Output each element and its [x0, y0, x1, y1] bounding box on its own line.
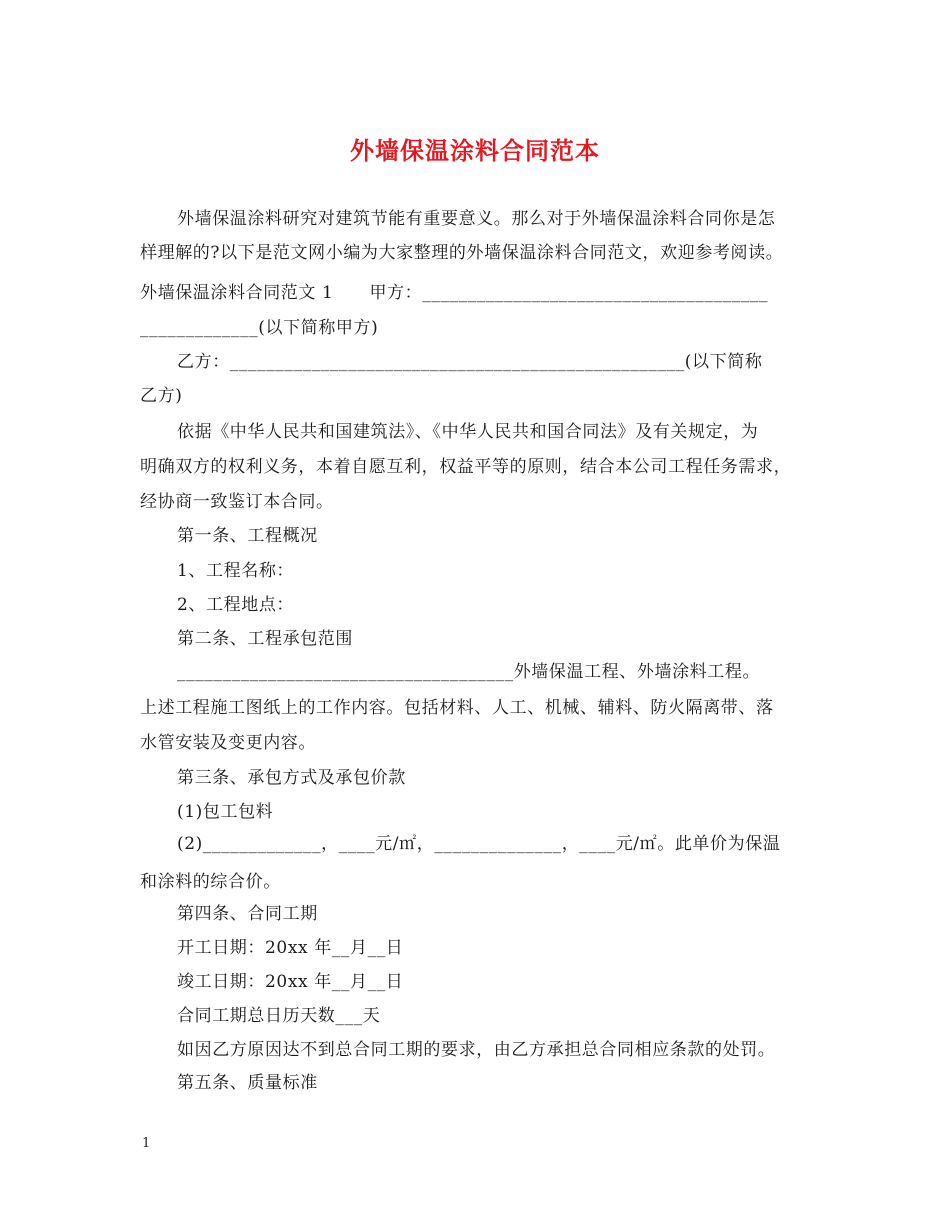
paragraph-line: 经协商一致鉴订本合同。 [140, 492, 334, 512]
paragraph-line: 水管安装及变更内容。 [140, 733, 316, 753]
paragraph-line: 依据《中华人民共和国建筑法》、《中华人民共和国合同法》及有关规定，为 [177, 422, 759, 442]
paragraph-line: _____________(以下简称甲方) [140, 318, 379, 338]
paragraph-line: 明确双方的权利义务，本着自愿互利，权益平等的原则，结合本公司工程任务需求， [140, 457, 792, 477]
section-heading: 第一条、工程概况 [177, 526, 318, 546]
paragraph-line: 外墙保温涂料合同范文 1 甲方：______________________________________ [140, 283, 769, 303]
section-heading: 第二条、工程承包范围 [177, 629, 353, 649]
page-number: 1 [142, 1136, 151, 1151]
paragraph-line: 外墙保温涂料研究对建筑节能有重要意义。那么对于外墙保温涂料合同你是怎 [177, 209, 776, 229]
paragraph-line: 合同工期总日历天数___天 [177, 1006, 381, 1026]
paragraph-line: _____________________________________外墙保温工程、外墙涂料工程。 [177, 662, 761, 682]
paragraph-line: 乙方) [140, 386, 183, 406]
paragraph-line: 和涂料的综合价。 [140, 872, 281, 892]
paragraph-line: (2)_____________，____元/㎡，______________，____元/㎡。此单价为保温 [177, 834, 781, 854]
paragraph-line: 样理解的?以下是范文网小编为大家整理的外墙保温涂料合同范文，欢迎参考阅读。 [140, 243, 784, 263]
paragraph-line: 竣工日期：20xx 年__月__日 [177, 972, 404, 992]
paragraph-line: 如因乙方原因达不到总合同工期的要求，由乙方承担总合同相应条款的处罚。 [177, 1040, 776, 1060]
paragraph-line: (1)包工包料 [177, 802, 274, 822]
paragraph-line: 上述工程施工图纸上的工作内容。包括材料、人工、机械、辅料、防火隔离带、落 [140, 698, 774, 718]
paragraph-line: 1、工程名称： [177, 561, 295, 581]
paragraph-line: 乙方：__________________________________________________(以下简称 [177, 352, 763, 372]
paragraph-line: 2、工程地点： [177, 595, 295, 615]
paragraph-line: 开工日期：20xx 年__月__日 [177, 938, 404, 958]
section-heading: 第三条、承包方式及承包价款 [177, 768, 406, 788]
document-title: 外墙保温涂料合同范本 [350, 136, 600, 165]
section-heading: 第五条、质量标准 [177, 1073, 318, 1093]
section-heading: 第四条、合同工期 [177, 904, 318, 924]
